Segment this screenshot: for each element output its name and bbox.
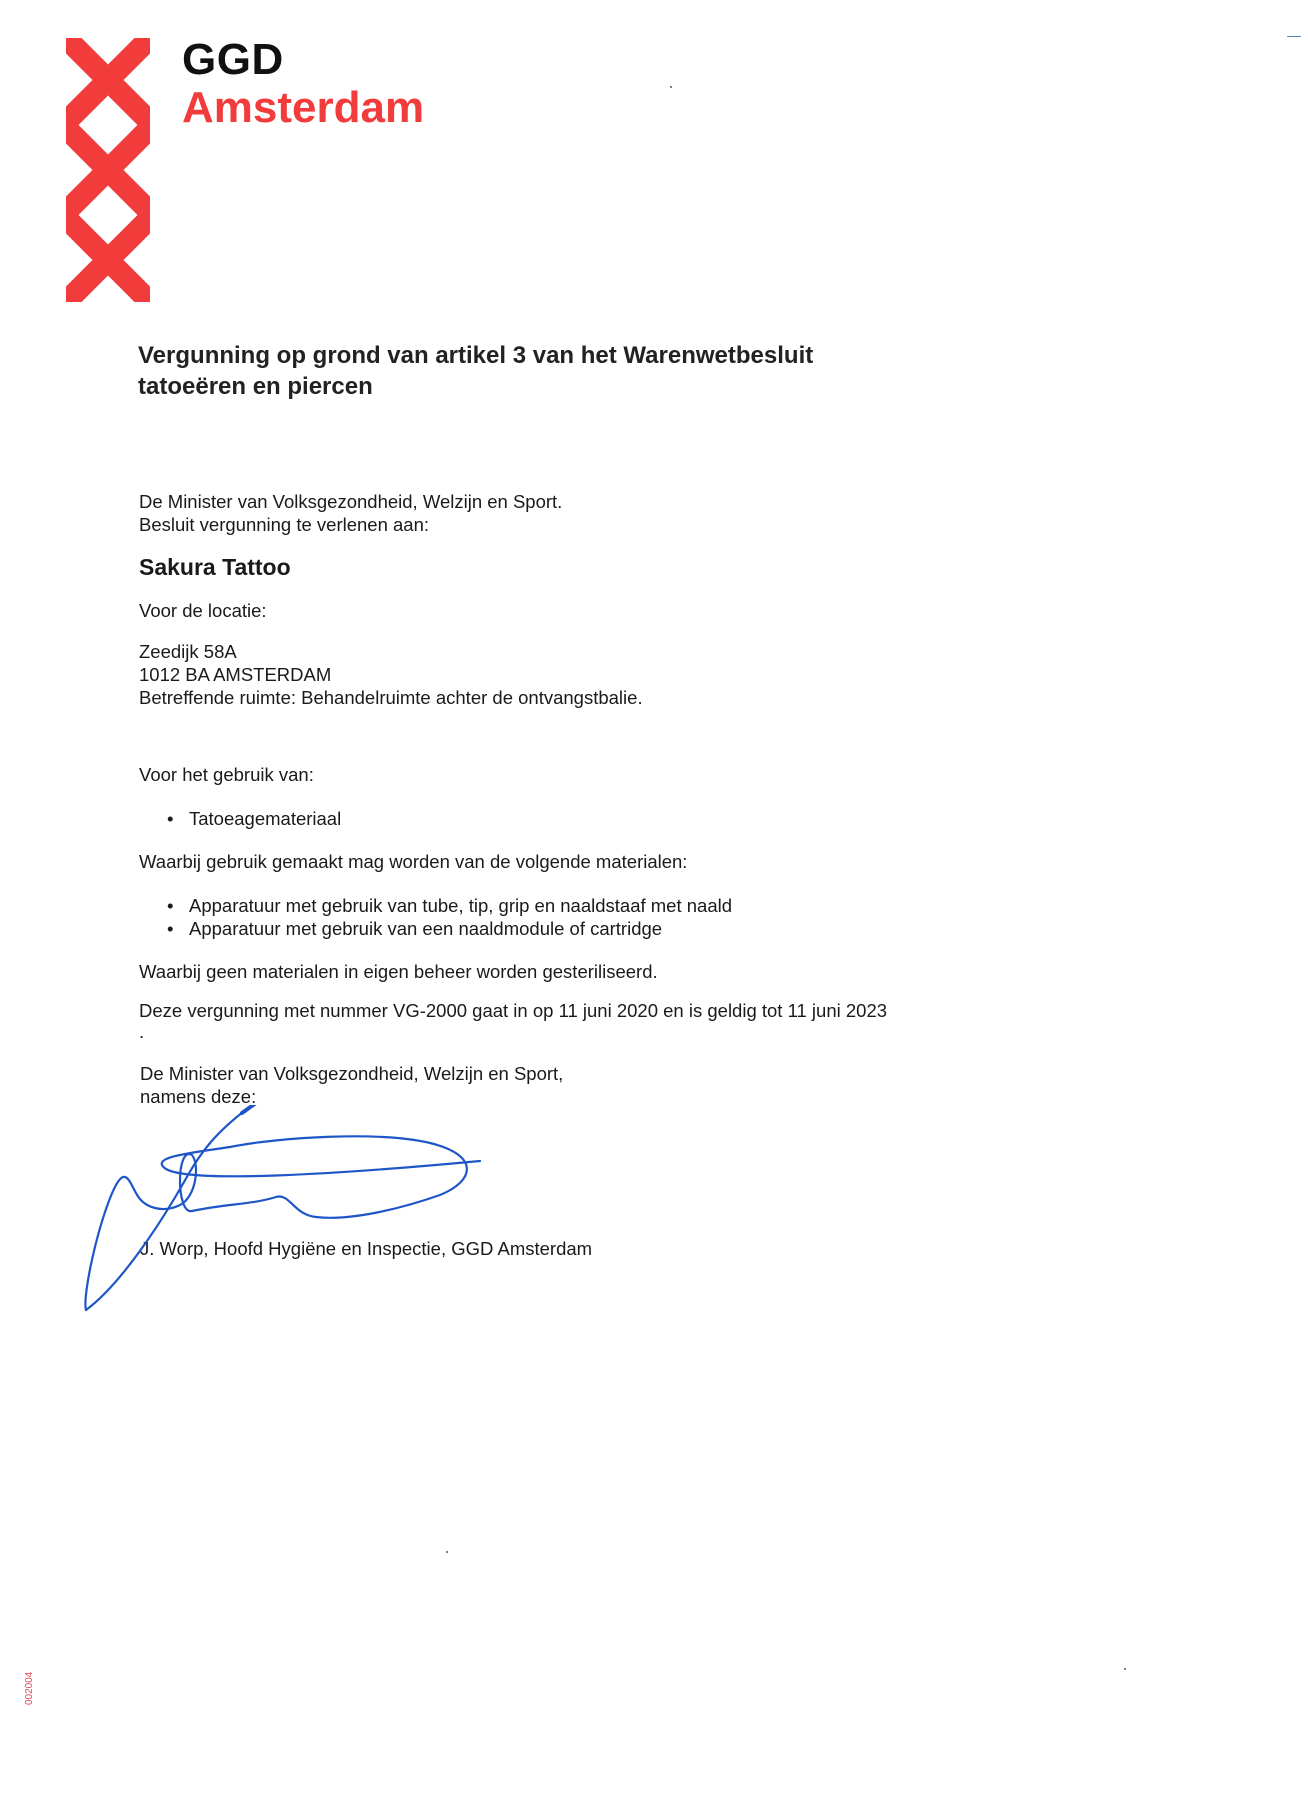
- signatory-line: J. Worp, Hoofd Hygiëne en Inspectie, GGD Amsterdam: [140, 1238, 593, 1259]
- andreas-cross-shape: [72, 134, 144, 206]
- logo-city-text: Amsterdam: [182, 83, 425, 132]
- andreas-cross-shape: [72, 224, 144, 296]
- address-postal: 1012 BA AMSTERDAM: [139, 664, 332, 685]
- materials-list-wrapper: [139, 894, 732, 940]
- closing-line-2: namens deze:: [140, 1086, 257, 1107]
- list-item: • Tatoeagemateriaal: [189, 807, 341, 830]
- materials-label: Waarbij gebruik gemaakt mag worden van de volgende materialen:: [139, 851, 688, 872]
- closing-line-1: De Minister van Volksgezondheid, Welzijn en Sport,: [140, 1063, 564, 1084]
- location-address: [139, 640, 643, 709]
- intro-line-2: Besluit vergunning te verlenen aan:: [139, 514, 430, 535]
- title-line-1: Vergunning op grond van artikel 3 van het Warenwetbesluit: [138, 342, 814, 369]
- list-item: • Apparatuur met gebruik van tube, tip, grip en naaldstaaf met naald: [189, 894, 732, 917]
- usage-label: Voor het gebruik van:: [139, 764, 314, 785]
- logo-org-text: GGD: [182, 35, 284, 84]
- validity-trailing-dot: .: [139, 1021, 145, 1042]
- title-line-2: tatoeëren en piercen: [138, 373, 373, 400]
- scan-mark: [1287, 36, 1301, 37]
- validity-statement: Deze vergunning met nummer VG-2000 gaat in op 11 juni 2020 en is geldig tot 11 juni 2023: [139, 1000, 888, 1021]
- scan-speck: [670, 86, 672, 88]
- scan-speck: [1124, 1668, 1126, 1670]
- andreas-cross-shape: [72, 44, 144, 116]
- ggd-amsterdam-logo: [182, 35, 425, 132]
- document-side-code: 002004: [24, 1671, 35, 1705]
- list-item: • Apparatuur met gebruik van een naaldmodule of cartridge: [189, 917, 732, 940]
- address-street: Zeedijk 58A: [139, 641, 237, 662]
- address-room: Betreffende ruimte: Behandelruimte achter de ontvangstbalie.: [139, 687, 643, 708]
- closing-paragraph: [140, 1062, 563, 1108]
- materials-list: [139, 894, 732, 940]
- intro-paragraph: [139, 490, 562, 536]
- intro-line-1: De Minister van Volksgezondheid, Welzijn en Sport.: [139, 491, 563, 512]
- three-andreas-crosses-icon: [66, 38, 150, 302]
- usage-list-wrapper: [139, 807, 341, 830]
- document-title: [138, 340, 1038, 402]
- location-label: Voor de locatie:: [139, 600, 267, 621]
- sterilization-note: Waarbij geen materialen in eigen beheer worden gesteriliseerd.: [139, 961, 658, 982]
- usage-list: [139, 807, 341, 830]
- licensee-name: Sakura Tattoo: [139, 554, 291, 580]
- handwritten-signature: [80, 1105, 520, 1335]
- scan-speck: [446, 1551, 448, 1553]
